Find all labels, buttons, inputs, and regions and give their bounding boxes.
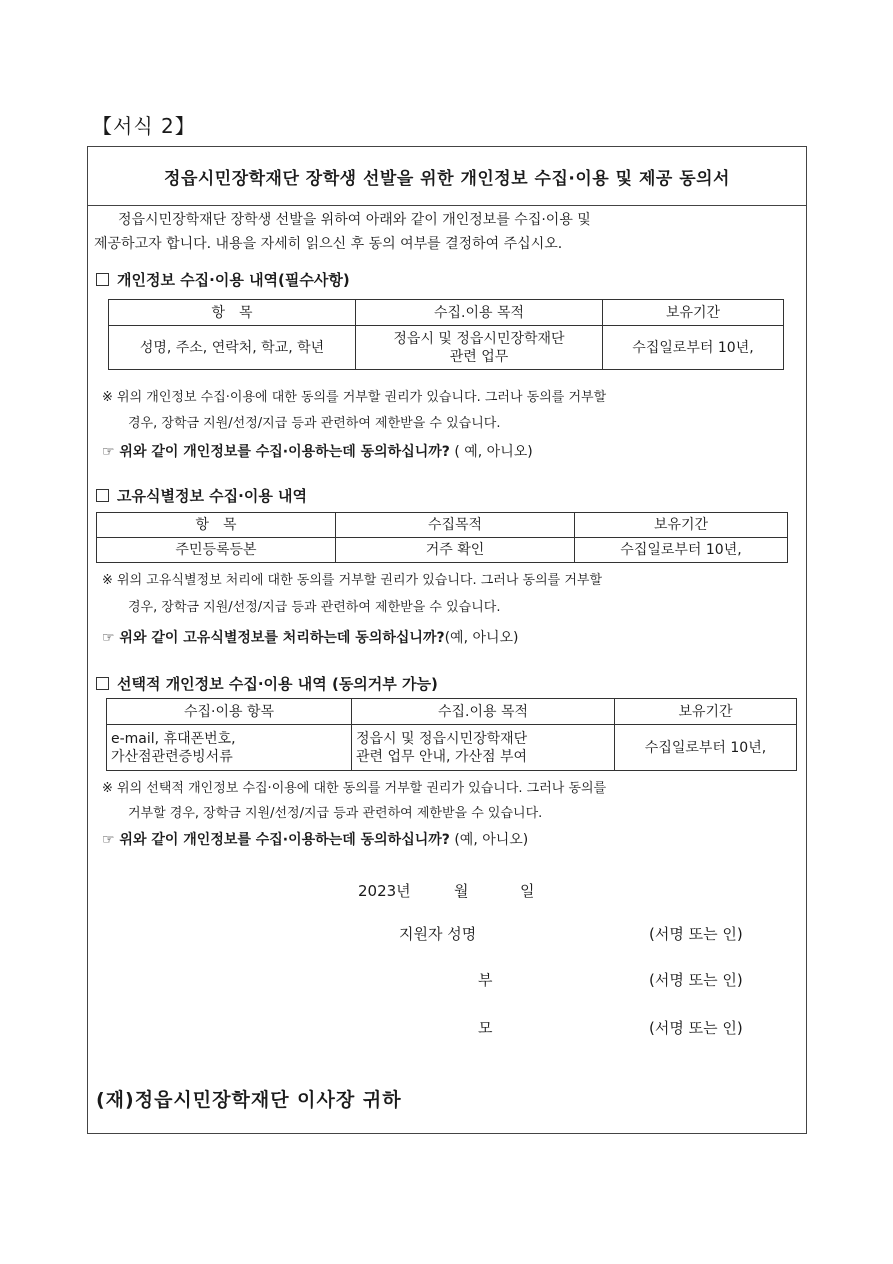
cell-purpose-line-1: 정읍시 및 정읍시민장학재단 [356, 730, 528, 747]
table-header-row [109, 300, 784, 326]
col-header-period: 보유기간 [615, 699, 797, 725]
applicant-name-label: 지원자 성명 [399, 925, 477, 943]
cell-item: 주민등록등본 [97, 538, 336, 563]
col-header-item: 수집·이용 항목 [107, 699, 352, 725]
addressee: (재)정읍시민장학재단 이사장 귀하 [96, 1089, 402, 1111]
cell-item [107, 725, 352, 771]
consent-form-frame [87, 146, 807, 1134]
col-header-purpose: 수집목적 [336, 513, 575, 538]
section1-question [102, 441, 533, 461]
applicant-sign-field[interactable]: (서명 또는 인) [649, 925, 743, 943]
cell-item-line-1: e-mail, 휴대폰번호, [111, 730, 236, 747]
section2-heading [96, 485, 307, 506]
section1-table [108, 299, 784, 370]
cell-item: 성명, 주소, 연락처, 학교, 학년 [109, 326, 356, 370]
cell-purpose-line-2: 관련 업무 [449, 348, 509, 365]
cell-period: 수집일로부터 10년, [615, 725, 797, 771]
col-header-item: 항 목 [97, 513, 336, 538]
section1-question-text: ☞ 위와 같이 개인정보를 수집·이용하는데 동의하십니까? [102, 444, 450, 460]
cell-item-line-2: 가산점관련증빙서류 [111, 748, 233, 765]
intro-line-2: 제공하고자 합니다. 내용을 자세히 읽으신 후 동의 여부를 결정하여 주십시오. [94, 236, 563, 252]
cell-period: 수집일로부터 10년, [603, 326, 784, 370]
table-row [107, 725, 797, 771]
cell-purpose-line-1: 정읍시 및 정읍시민장학재단 [393, 330, 565, 347]
section2-note-line-2: 경우, 장학금 지원/선정/지급 등과 관련하여 제한받을 수 있습니다. [128, 600, 501, 615]
cell-purpose [356, 326, 603, 370]
section1-heading-text: 개인정보 수집·이용 내역(필수사항) [117, 271, 350, 289]
section3-heading [96, 673, 438, 694]
col-header-item: 항 목 [109, 300, 356, 326]
date-year[interactable]: 2023년 [358, 882, 411, 900]
table-row [97, 538, 788, 563]
col-header-purpose: 수집.이용 목적 [356, 300, 603, 326]
mother-sign-field[interactable]: (서명 또는 인) [649, 1019, 743, 1037]
form-label: 【서식 2】 [92, 114, 196, 138]
section3-heading-text: 선택적 개인정보 수집·이용 내역 (동의거부 가능) [117, 675, 438, 693]
section3-note-line-1: ※ 위의 선택적 개인정보 수집·이용에 대한 동의를 거부할 권리가 있습니다. 그러나 동의를 [102, 781, 607, 796]
section2-question-text: ☞ 위와 같이 고유식별정보를 처리하는데 동의하십니까? [102, 630, 445, 646]
table-header-row [107, 699, 797, 725]
section1-answer-choices[interactable]: ( 예, 아니오) [449, 444, 533, 460]
intro-line-1: 정읍시민장학재단 장학생 선발을 위하여 아래와 같이 개인정보를 수집·이용 및 [118, 212, 591, 228]
date-month[interactable]: 월 [454, 882, 469, 900]
section3-answer-choices[interactable]: (예, 아니오) [449, 832, 529, 848]
cell-purpose-line-2: 관련 업무 안내, 가산점 부여 [356, 748, 528, 765]
section2-table [96, 512, 788, 563]
checkbox-icon[interactable] [96, 677, 109, 690]
checkbox-icon[interactable] [96, 273, 109, 286]
cell-purpose [352, 725, 615, 771]
col-header-period: 보유기간 [575, 513, 788, 538]
father-sign-field[interactable]: (서명 또는 인) [649, 971, 743, 989]
cell-period: 수집일로부터 10년, [575, 538, 788, 563]
section2-answer-choices[interactable]: (예, 아니오) [444, 630, 519, 646]
section1-heading [96, 269, 350, 290]
mother-label: 모 [478, 1019, 493, 1037]
checkbox-icon[interactable] [96, 489, 109, 502]
section3-question-text: ☞ 위와 같이 개인정보를 수집·이용하는데 동의하십니까? [102, 832, 450, 848]
section2-note-line-1: ※ 위의 고유식별정보 처리에 대한 동의를 거부할 권리가 있습니다. 그러나 동의를 거부할 [102, 573, 603, 588]
section3-question [102, 829, 528, 849]
section3-table [106, 698, 797, 771]
title-box [88, 147, 806, 206]
table-row [109, 326, 784, 370]
section1-note-line-1: ※ 위의 개인정보 수집·이용에 대한 동의를 거부할 권리가 있습니다. 그러나 동의를 거부할 [102, 390, 607, 405]
col-header-period: 보유기간 [603, 300, 784, 326]
section2-heading-text: 고유식별정보 수집·이용 내역 [117, 487, 308, 505]
cell-purpose: 거주 확인 [336, 538, 575, 563]
table-header-row [97, 513, 788, 538]
col-header-purpose: 수집.이용 목적 [352, 699, 615, 725]
father-label: 부 [478, 971, 493, 989]
section1-note-line-2: 경우, 장학금 지원/선정/지급 등과 관련하여 제한받을 수 있습니다. [128, 416, 501, 431]
form-title: 정읍시민장학재단 장학생 선발을 위한 개인정보 수집·이용 및 제공 동의서 [164, 168, 730, 189]
section3-note-line-2: 거부할 경우, 장학금 지원/선정/지급 등과 관련하여 제한받을 수 있습니다. [128, 806, 543, 821]
section2-question [102, 627, 519, 647]
date-day[interactable]: 일 [520, 882, 535, 900]
